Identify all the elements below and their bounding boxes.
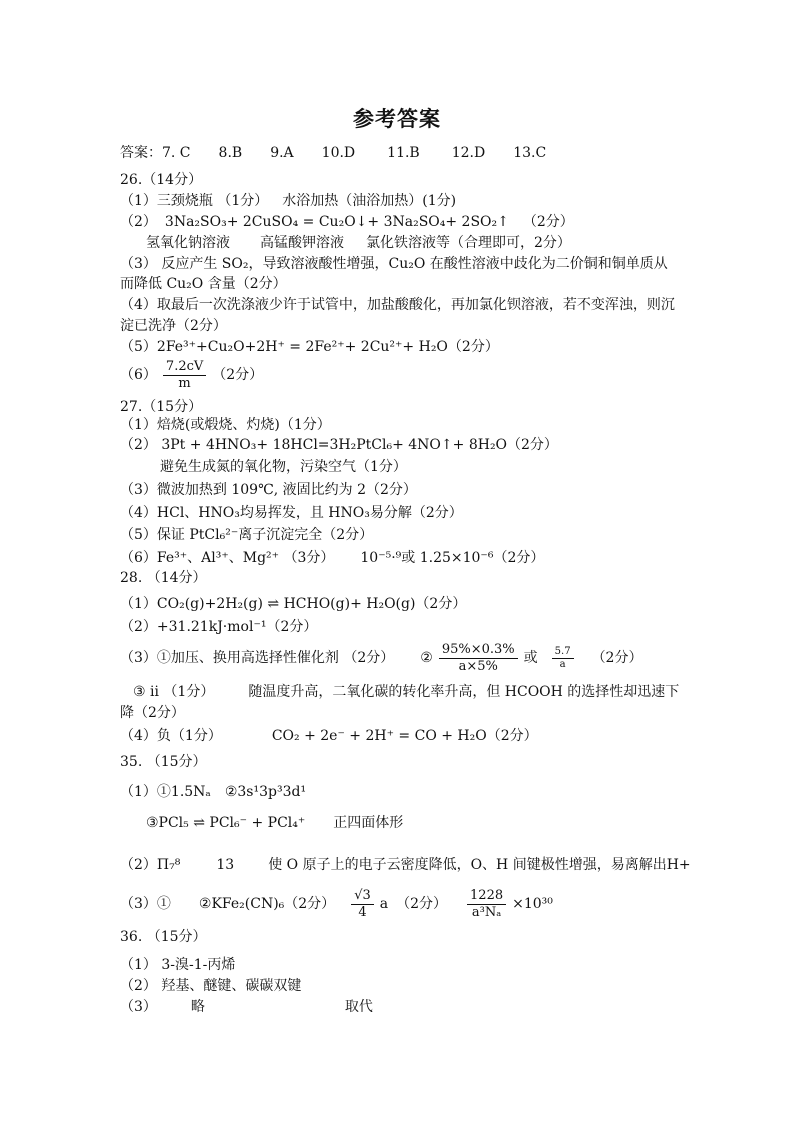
- q26-l2b3: 氯化铁溶液等（合理即可，2分）: [366, 235, 571, 251]
- q26-l2-score: （2分）: [522, 214, 574, 230]
- q26-l1b: 水浴加热（油浴加热）(1分): [282, 193, 457, 209]
- q26-l2-label: （2）: [120, 214, 157, 230]
- fraction-denominator: a×5%: [458, 658, 498, 674]
- q26-line-3a: （3） 反应产生 SO₂，导致溶液酸性增强，Cu₂O 在酸性溶液中歧化为二价铜和铜单质从: [120, 256, 668, 272]
- q27-line-2: （2） 3Pt + 4HNO₃+ 18HCl=3H₂PtCl₆+ 4NO↑+ 8H₂O（2分）: [120, 437, 558, 453]
- q35-l1c: ③PCl₅ ⇌ PCl₆⁻ + PCl₄⁺: [146, 815, 306, 831]
- q35-line-1b: [146, 813, 403, 833]
- q26-line-4a: （4）取最后一次洗涤液少许于试管中，加盐酸酸化，再加氯化钡溶液，若不变浑浊，则沉: [120, 297, 675, 313]
- q36-l3c: 取代: [344, 999, 373, 1015]
- q26-line-5: （5）2Fe³⁺+Cu₂O+2H⁺ = 2Fe²⁺+ 2Cu²⁺+ H₂O（2分）: [120, 339, 499, 355]
- q27-heading: 27.（15分）: [120, 399, 203, 415]
- q27-line-2b: 避免生成氮的氧化物，污染空气（1分）: [160, 459, 407, 475]
- q35-l2-label: （2）: [120, 857, 157, 873]
- q35-l3c-score: （2分）: [396, 896, 448, 912]
- q36-line-1: （1） 3-溴-1-丙烯: [120, 957, 236, 973]
- q28-l3a: （3）①加压、换用高选择性催化剂 （2分）: [120, 650, 395, 666]
- mc-item: 13.C: [513, 145, 547, 161]
- fraction-denominator: a: [559, 658, 566, 670]
- q26-line-3b: 而降低 Cu₂O 含量（2分）: [120, 276, 287, 292]
- fraction-numerator: 95%×0.3%: [439, 642, 518, 659]
- q26-heading: 26.（14分）: [120, 172, 203, 188]
- q27-line-5: （5）保证 PtCl₆²⁻离子沉淀完全（2分）: [120, 527, 374, 543]
- q28-line-3d: 降（2分）: [120, 705, 185, 721]
- q28-line-4: [120, 726, 538, 746]
- q26-l6-label: （6）: [120, 367, 157, 383]
- q35-l3c-fraction: [351, 888, 374, 921]
- q28-l4a: （4）负（1分）: [120, 728, 222, 744]
- fraction-numerator: √3: [351, 888, 374, 905]
- mc-answers: [120, 143, 546, 163]
- q26-l1a: （1）三颈烧瓶 （1分）: [120, 193, 269, 209]
- q26-line-2b: [146, 233, 571, 253]
- q26-line-1: [120, 191, 456, 211]
- q28-heading: 28. （14分）: [120, 570, 207, 586]
- fraction-denominator: 4: [358, 904, 367, 920]
- q35-line-2: [120, 855, 691, 875]
- q35-l1b: ②3s¹3p³3d¹: [224, 784, 307, 800]
- q35-heading: 35. （15分）: [120, 754, 207, 770]
- q28-line-1: （1）CO₂(g)+2H₂(g) ⇌ HCHO(g)+ H₂O(g)（2分）: [120, 596, 467, 612]
- mc-item: 12.D: [451, 145, 486, 161]
- mc-item: 8.B: [218, 145, 243, 161]
- q35-l3b: ②KFe₂(CN)₆（2分）: [198, 896, 336, 912]
- q27-line-6: [120, 548, 544, 568]
- fraction-denominator: m: [178, 375, 191, 391]
- fraction-denominator: a³Nₐ: [471, 904, 502, 920]
- q26-l6-fraction: [163, 359, 206, 392]
- q28-l4b: CO₂ + 2e⁻ + 2H⁺ = CO + H₂O（2分）: [271, 728, 538, 744]
- q36-l3a: （3）: [120, 999, 157, 1015]
- q26-line-4b: 淀已洗净（2分）: [120, 318, 227, 334]
- q36-line-2: （2） 羟基、醚键、碳碳双键: [120, 978, 302, 994]
- q27-line-3: （3）微波加热到 109℃, 液固比约为 2（2分）: [120, 482, 417, 498]
- q27-line-4: （4）HCl、HNO₃均易挥发，且 HNO₃易分解（2分）: [120, 505, 463, 521]
- q35-line-3: [120, 886, 553, 922]
- q27-l6a: （6）Fe³⁺、Al³⁺、Mg²⁺ （3分）: [120, 550, 335, 566]
- mc-item: 10.D: [321, 145, 356, 161]
- q26-l2-equation: 3Na₂SO₃+ 2CuSO₄ = Cu₂O↓+ 3Na₂SO₄+ 2SO₂↑: [164, 214, 509, 230]
- q35-l3-label: （3）: [120, 896, 157, 912]
- q28-l3b-or: 或: [523, 650, 538, 666]
- mc-prefix: 答案：: [120, 145, 162, 161]
- fraction-numerator: 5.7: [552, 646, 574, 659]
- q28-line-3: [120, 640, 642, 676]
- q36-l3b: 略: [190, 999, 205, 1015]
- q28-l3b-fraction-2: [552, 646, 574, 671]
- q35-line-1: [120, 782, 306, 802]
- q35-l2b: 13: [216, 857, 235, 873]
- fraction-numerator: 1228: [467, 888, 506, 905]
- mc-item: 9.A: [270, 145, 294, 161]
- q36-line-3: [120, 997, 373, 1017]
- q28-line-2: （2）+31.21kJ·mol⁻¹（2分）: [120, 619, 318, 635]
- q28-l3c2: 随温度升高，二氧化碳的转化率升高，但 HCOOH 的选择性却迅速下: [248, 684, 680, 700]
- q35-l3d-tail: ×10³⁰: [512, 896, 553, 912]
- q35-l1d: 正四面体形: [333, 815, 404, 831]
- q27-line-1: （1）焙烧(或煅烧、灼烧)（1分）: [120, 417, 331, 433]
- q35-l2a: Π₇⁸: [156, 857, 181, 873]
- mc-item: 7. C: [162, 145, 191, 161]
- q26-l6-score: （2分）: [212, 367, 264, 383]
- q35-l1-label: （1）: [120, 784, 157, 800]
- q35-l3a: ①: [156, 896, 171, 912]
- q28-l3b-score: （2分）: [591, 650, 643, 666]
- q26-l2b2: 高锰酸钾溶液: [260, 235, 344, 251]
- q26-line-2: [120, 212, 574, 232]
- q35-l3c-a: a: [379, 896, 389, 912]
- q28-l3c1: ③ ⅱ （1分）: [133, 684, 215, 700]
- q28-l3b-fraction: [439, 642, 518, 675]
- page-title: 参考答案: [353, 106, 441, 131]
- q35-l2c: 使 O 原子上的电子云密度降低，O、H 间键极性增强，易离解出H+: [268, 857, 691, 873]
- q35-l1a: ①1.5Nₐ: [156, 784, 211, 800]
- q36-heading: 36. （15分）: [120, 929, 207, 945]
- q35-l3d-fraction: [467, 888, 506, 921]
- fraction-numerator: 7.2cV: [163, 359, 206, 376]
- q27-l6b: 10⁻⁵·⁹或 1.25×10⁻⁶（2分）: [360, 550, 545, 566]
- q28-l3b-mark: ②: [420, 650, 433, 666]
- q26-line-6: [120, 358, 263, 392]
- q26-l2b1: 氢氧化钠溶液: [146, 235, 230, 251]
- mc-item: 11.B: [387, 145, 420, 161]
- q28-line-3c: [133, 682, 679, 702]
